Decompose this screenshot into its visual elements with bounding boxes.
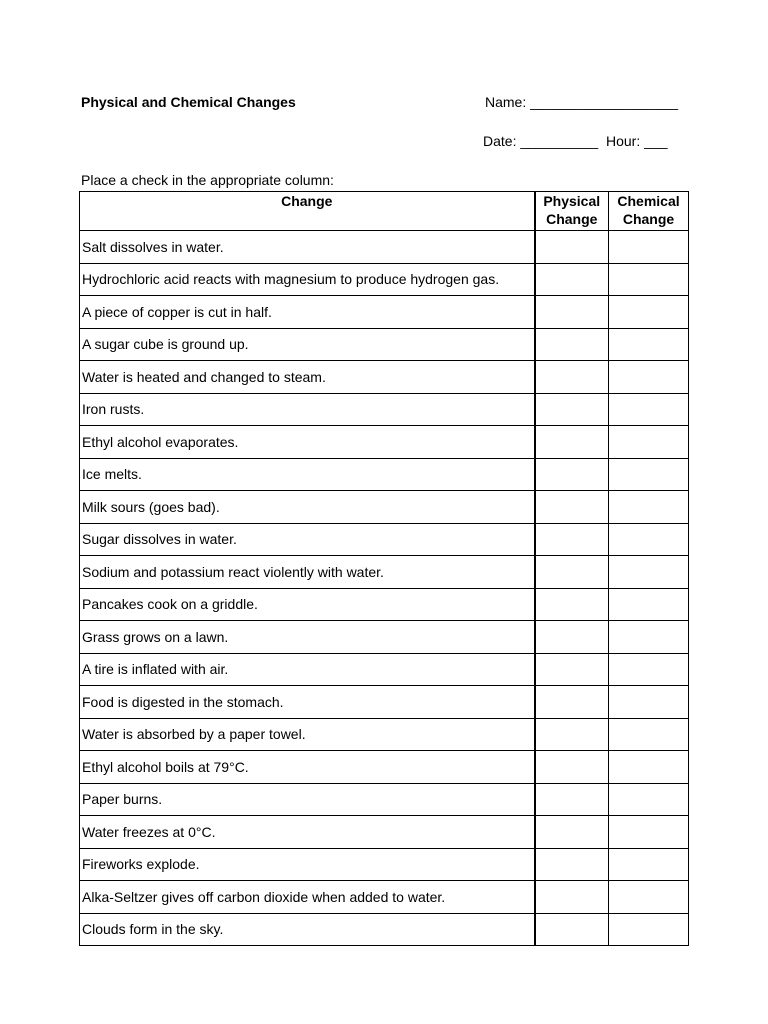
physical-change-checkbox-cell[interactable] bbox=[535, 718, 609, 751]
chemical-change-checkbox-cell[interactable] bbox=[609, 426, 689, 459]
chemical-change-checkbox-cell[interactable] bbox=[609, 523, 689, 556]
change-description: Alka-Seltzer gives off carbon dioxide when added to water. bbox=[80, 881, 535, 914]
physical-change-column-header bbox=[535, 192, 609, 231]
physical-header-line1: Physical bbox=[543, 193, 601, 209]
chemical-change-checkbox-cell[interactable] bbox=[609, 686, 689, 719]
physical-change-checkbox-cell[interactable] bbox=[535, 588, 609, 621]
table-row bbox=[80, 328, 689, 361]
table-row bbox=[80, 718, 689, 751]
change-description: A tire is inflated with air. bbox=[80, 653, 535, 686]
table-row bbox=[80, 231, 689, 264]
chemical-change-checkbox-cell[interactable] bbox=[609, 913, 689, 946]
table-row bbox=[80, 783, 689, 816]
physical-change-checkbox-cell[interactable] bbox=[535, 653, 609, 686]
change-description: Ethyl alcohol evaporates. bbox=[80, 426, 535, 459]
chemical-header-line1: Chemical bbox=[617, 193, 680, 209]
table-row bbox=[80, 621, 689, 654]
change-description: Hydrochloric acid reacts with magnesium to produce hydrogen gas. bbox=[80, 263, 535, 296]
physical-change-checkbox-cell[interactable] bbox=[535, 848, 609, 881]
physical-change-checkbox-cell[interactable] bbox=[535, 296, 609, 329]
change-description: A piece of copper is cut in half. bbox=[80, 296, 535, 329]
change-description: Fireworks explode. bbox=[80, 848, 535, 881]
physical-change-checkbox-cell[interactable] bbox=[535, 686, 609, 719]
name-field-line[interactable]: Name: ___________________ bbox=[485, 94, 679, 110]
table-row bbox=[80, 263, 689, 296]
chemical-change-checkbox-cell[interactable] bbox=[609, 718, 689, 751]
chemical-change-checkbox-cell[interactable] bbox=[609, 816, 689, 849]
chemical-change-checkbox-cell[interactable] bbox=[609, 491, 689, 524]
date-hour-field-line[interactable]: Date: __________ Hour: ___ bbox=[483, 133, 668, 149]
chemical-change-checkbox-cell[interactable] bbox=[609, 848, 689, 881]
instructions-text: Place a check in the appropriate column: bbox=[81, 172, 334, 188]
physical-change-checkbox-cell[interactable] bbox=[535, 783, 609, 816]
physical-change-checkbox-cell[interactable] bbox=[535, 328, 609, 361]
chemical-change-checkbox-cell[interactable] bbox=[609, 783, 689, 816]
chemical-header-line2: Change bbox=[622, 211, 675, 227]
physical-change-checkbox-cell[interactable] bbox=[535, 816, 609, 849]
table-row bbox=[80, 491, 689, 524]
change-description: Clouds form in the sky. bbox=[80, 913, 535, 946]
change-description: Grass grows on a lawn. bbox=[80, 621, 535, 654]
change-description: Sodium and potassium react violently with water. bbox=[80, 556, 535, 589]
chemical-change-checkbox-cell[interactable] bbox=[609, 653, 689, 686]
physical-change-checkbox-cell[interactable] bbox=[535, 458, 609, 491]
change-description: Paper burns. bbox=[80, 783, 535, 816]
table-row bbox=[80, 913, 689, 946]
table-row bbox=[80, 393, 689, 426]
chemical-change-checkbox-cell[interactable] bbox=[609, 458, 689, 491]
table-header-row bbox=[80, 192, 689, 231]
physical-change-checkbox-cell[interactable] bbox=[535, 556, 609, 589]
chemical-change-checkbox-cell[interactable] bbox=[609, 621, 689, 654]
change-description: Food is digested in the stomach. bbox=[80, 686, 535, 719]
change-description: Water is heated and changed to steam. bbox=[80, 361, 535, 394]
physical-change-checkbox-cell[interactable] bbox=[535, 263, 609, 296]
change-description: Sugar dissolves in water. bbox=[80, 523, 535, 556]
table-row bbox=[80, 848, 689, 881]
change-description: A sugar cube is ground up. bbox=[80, 328, 535, 361]
change-description: Water freezes at 0°C. bbox=[80, 816, 535, 849]
physical-change-checkbox-cell[interactable] bbox=[535, 523, 609, 556]
changes-table bbox=[79, 191, 689, 946]
physical-header-line2: Change bbox=[546, 211, 598, 227]
physical-change-checkbox-cell[interactable] bbox=[535, 881, 609, 914]
table-row bbox=[80, 686, 689, 719]
physical-change-checkbox-cell[interactable] bbox=[535, 491, 609, 524]
physical-change-checkbox-cell[interactable] bbox=[535, 621, 609, 654]
change-description: Ice melts. bbox=[80, 458, 535, 491]
chemical-change-checkbox-cell[interactable] bbox=[609, 588, 689, 621]
chemical-change-checkbox-cell[interactable] bbox=[609, 361, 689, 394]
table-row bbox=[80, 523, 689, 556]
table-row bbox=[80, 556, 689, 589]
chemical-change-checkbox-cell[interactable] bbox=[609, 231, 689, 264]
table-row bbox=[80, 881, 689, 914]
physical-change-checkbox-cell[interactable] bbox=[535, 361, 609, 394]
change-column-header: Change bbox=[80, 192, 535, 231]
physical-change-checkbox-cell[interactable] bbox=[535, 393, 609, 426]
change-description: Water is absorbed by a paper towel. bbox=[80, 718, 535, 751]
change-description: Iron rusts. bbox=[80, 393, 535, 426]
change-description: Salt dissolves in water. bbox=[80, 231, 535, 264]
chemical-change-checkbox-cell[interactable] bbox=[609, 556, 689, 589]
chemical-change-checkbox-cell[interactable] bbox=[609, 296, 689, 329]
table-row bbox=[80, 296, 689, 329]
table-row bbox=[80, 426, 689, 459]
chemical-change-checkbox-cell[interactable] bbox=[609, 751, 689, 784]
change-description: Pancakes cook on a griddle. bbox=[80, 588, 535, 621]
table-row bbox=[80, 458, 689, 491]
table-row bbox=[80, 751, 689, 784]
table-row bbox=[80, 588, 689, 621]
table-row bbox=[80, 653, 689, 686]
physical-change-checkbox-cell[interactable] bbox=[535, 426, 609, 459]
change-description: Milk sours (goes bad). bbox=[80, 491, 535, 524]
table-body bbox=[80, 231, 689, 946]
chemical-change-column-header bbox=[609, 192, 689, 231]
physical-change-checkbox-cell[interactable] bbox=[535, 231, 609, 264]
change-description: Ethyl alcohol boils at 79°C. bbox=[80, 751, 535, 784]
physical-change-checkbox-cell[interactable] bbox=[535, 751, 609, 784]
table-row bbox=[80, 816, 689, 849]
physical-change-checkbox-cell[interactable] bbox=[535, 913, 609, 946]
worksheet-title: Physical and Chemical Changes bbox=[81, 94, 296, 110]
chemical-change-checkbox-cell[interactable] bbox=[609, 328, 689, 361]
chemical-change-checkbox-cell[interactable] bbox=[609, 393, 689, 426]
chemical-change-checkbox-cell[interactable] bbox=[609, 881, 689, 914]
chemical-change-checkbox-cell[interactable] bbox=[609, 263, 689, 296]
table-row bbox=[80, 361, 689, 394]
